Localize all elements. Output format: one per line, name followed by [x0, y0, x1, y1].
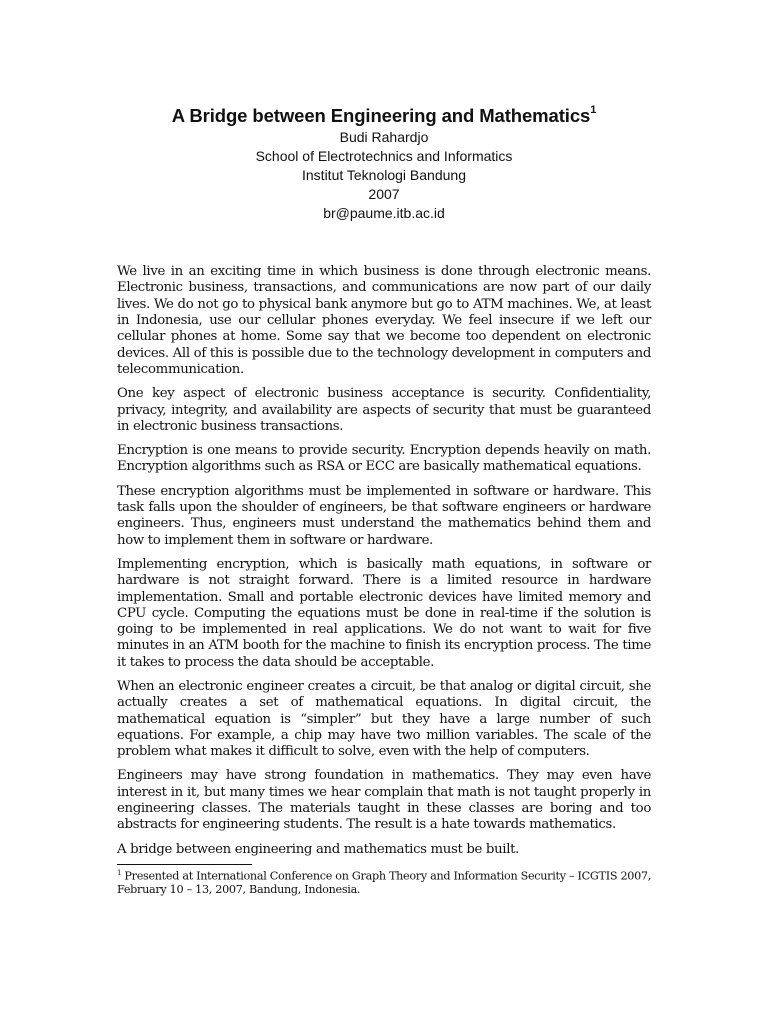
author-name: Budi Rahardjo	[339, 129, 429, 146]
affiliation-school: School of Electrotechnics and Informatics	[255, 148, 513, 165]
paper-title	[117, 100, 651, 128]
paragraph: These encryption algorithms must be implemented in software or hardware. This task falls upon the shoulder of engineers, be that software engineers or hardware engineers. Thus, engineers must understand the mathematics behind them and how to implement them in software or hardware.	[117, 483, 651, 548]
author-email: br@paume.itb.ac.id	[323, 205, 445, 222]
footnote	[117, 867, 651, 897]
paragraph: One key aspect of electronic business acceptance is security. Confidentiality, privacy, integrity, and availability are aspects of security that must be guaranteed in electronic business transactions.	[117, 386, 651, 434]
paper-page	[117, 100, 651, 897]
paper-title-text: A Bridge between Engineering and Mathematics	[171, 105, 591, 127]
paragraph: Encryption is one means to provide security. Encryption depends heavily on math. Encryption algorithms such as RSA or ECC are basically mathematical equations.	[117, 443, 651, 475]
paragraph: When an electronic engineer creates a circuit, be that analog or digital circuit, she actually creates a set of mathematical equations. In digital circuit, the mathematical equation is “simpler” but they have a large number of such equations. For example, a chip may have two million variables. The scale of the problem what makes it difficult to solve, even with the help of computers.	[117, 678, 651, 760]
paragraph: We live in an exciting time in which business is done through electronic means. Electronic business, transactions, and communications are now part of our daily lives. We do not go to physical bank anymore but go to ATM machines. We, at least in Indonesia, use our cellular phones everyday. We feel insecure if we left our cellular phones at home. Some say that we become too dependent on electronic devices. All of this is possible due to the technology development in computers and telecommunication.	[117, 264, 651, 377]
publication-year: 2007	[368, 186, 400, 203]
affiliation-institute: Institut Teknologi Bandung	[302, 167, 466, 184]
paragraph: Engineers may have strong foundation in mathematics. They may even have interest in it, but many times we hear complain that math is not taught properly in engineering classes. The materials taught in these classes are boring and too abstracts for engineering students. The result is a hate towards mathematics.	[117, 768, 651, 833]
title-footnote-mark: 1	[590, 104, 597, 116]
footnote-divider	[117, 864, 252, 865]
paragraph: A bridge between engineering and mathematics must be built.	[117, 841, 519, 857]
paragraph: Implementing encryption, which is basically math equations, in software or hardware is not straight forward. There is a limited resource in hardware implementation. Small and portable electronic devices have limited memory and CPU cycle. Computing the equations must be done in real-time if the solution is going to be implemented in real applications. We do not want to wait for five minutes in an ATM booth for the machine to finish its encryption process. The time it takes to process the data should be acceptable.	[117, 556, 651, 670]
paper-body	[117, 264, 651, 858]
paper-header	[117, 100, 651, 223]
footnote-mark: 1	[117, 868, 122, 877]
footnote-text: Presented at International Conference on Graph Theory and Information Security – ICGTIS 2007, February 10 – 13, 2007, Bandung, Indonesia.	[117, 869, 651, 897]
